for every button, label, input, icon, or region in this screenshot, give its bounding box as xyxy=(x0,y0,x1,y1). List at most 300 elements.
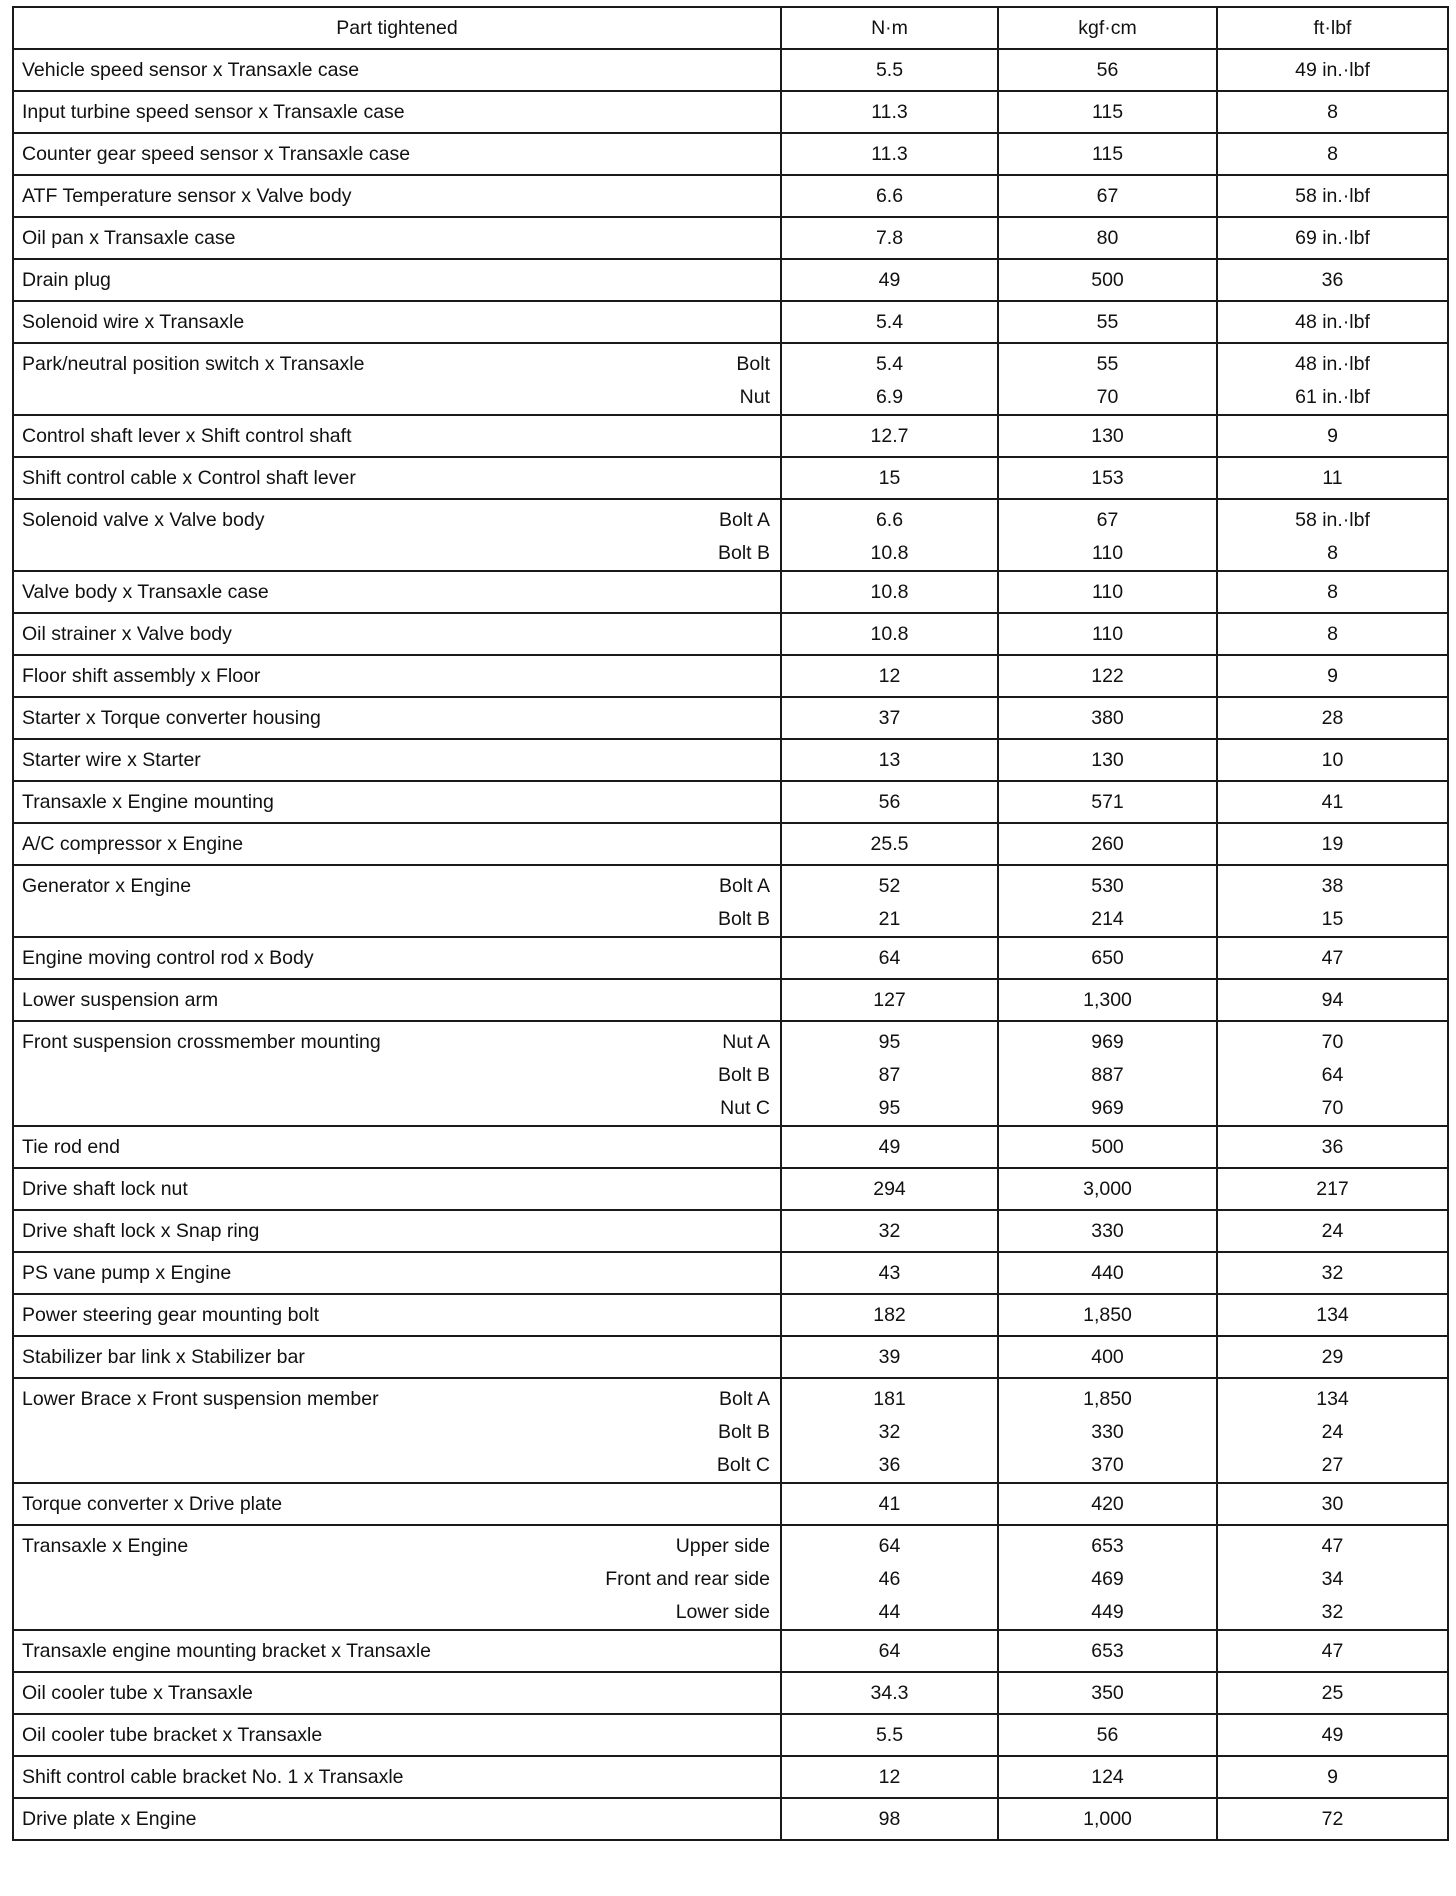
kgf-cm-value-cell xyxy=(998,1672,1217,1714)
kgf-cm-value-cell xyxy=(998,1630,1217,1672)
kgf-cm-value-cell xyxy=(998,571,1217,613)
nm-value: 25.5 xyxy=(870,833,909,855)
kgf-cm-value: 67 xyxy=(1096,185,1119,207)
fastener-label: Bolt A xyxy=(719,875,770,897)
nm-value: 36 xyxy=(878,1454,901,1476)
kgf-cm-value-cell xyxy=(998,415,1217,457)
part-name: Vehicle speed sensor x Transaxle case xyxy=(22,59,360,81)
kgf-cm-value: 122 xyxy=(1091,665,1124,687)
ft-lbf-value-cell xyxy=(1217,1483,1448,1525)
nm-value-cell xyxy=(781,1756,998,1798)
nm-value-cell xyxy=(781,343,998,415)
nm-value: 34.3 xyxy=(870,1682,909,1704)
fastener-labels xyxy=(605,1526,772,1629)
ft-lbf-value: 58 in.·lbf xyxy=(1295,185,1370,207)
part-cell xyxy=(13,655,781,697)
part-name: Tie rod end xyxy=(22,1136,120,1158)
kgf-cm-value: 1,300 xyxy=(1083,989,1132,1011)
part-cell xyxy=(13,499,781,571)
kgf-cm-value: 110 xyxy=(1091,581,1124,603)
ft-lbf-value-cell xyxy=(1217,937,1448,979)
kgf-cm-value: 650 xyxy=(1091,947,1124,969)
nm-value: 5.5 xyxy=(875,1724,904,1746)
fastener-labels xyxy=(718,500,772,570)
table-row xyxy=(13,217,1448,259)
header-kgf-cm: kgf·cm xyxy=(998,7,1217,49)
part-cell xyxy=(13,91,781,133)
kgf-cm-value-cell xyxy=(998,1252,1217,1294)
kgf-cm-value: 214 xyxy=(1091,908,1124,930)
nm-value: 43 xyxy=(878,1262,901,1284)
kgf-cm-value: 653 xyxy=(1091,1640,1124,1662)
fastener-label: Bolt B xyxy=(717,1421,770,1443)
kgf-cm-value: 110 xyxy=(1091,542,1124,564)
kgf-cm-value: 110 xyxy=(1091,623,1124,645)
fastener-label: Nut C xyxy=(720,1097,770,1119)
ft-lbf-value-cell xyxy=(1217,1126,1448,1168)
fastener-label: Nut xyxy=(739,386,770,408)
ft-lbf-value: 47 xyxy=(1321,1535,1344,1557)
ft-lbf-value-cell xyxy=(1217,415,1448,457)
ft-lbf-value: 217 xyxy=(1316,1178,1349,1200)
ft-lbf-value: 72 xyxy=(1321,1808,1344,1830)
nm-value: 12 xyxy=(878,1766,901,1788)
fastener-labels xyxy=(717,1379,772,1482)
ft-lbf-value-cell xyxy=(1217,91,1448,133)
kgf-cm-value-cell xyxy=(998,175,1217,217)
nm-value: 12.7 xyxy=(870,425,909,447)
table-row xyxy=(13,91,1448,133)
nm-value: 11.3 xyxy=(871,101,908,123)
kgf-cm-value-cell xyxy=(998,697,1217,739)
part-name: Valve body x Transaxle case xyxy=(22,581,269,603)
part-name: Transaxle x Engine xyxy=(22,1535,189,1557)
nm-value-cell xyxy=(781,301,998,343)
part-cell xyxy=(13,217,781,259)
ft-lbf-value-cell xyxy=(1217,781,1448,823)
nm-value: 10.8 xyxy=(870,623,909,645)
kgf-cm-value-cell xyxy=(998,613,1217,655)
ft-lbf-value: 70 xyxy=(1321,1097,1344,1119)
part-cell xyxy=(13,457,781,499)
table-row xyxy=(13,457,1448,499)
table-row xyxy=(13,49,1448,91)
nm-value-cell xyxy=(781,1672,998,1714)
part-cell xyxy=(13,133,781,175)
table-row xyxy=(13,415,1448,457)
ft-lbf-value: 38 xyxy=(1321,875,1344,897)
ft-lbf-value-cell xyxy=(1217,739,1448,781)
nm-value: 87 xyxy=(878,1064,901,1086)
ft-lbf-value-cell xyxy=(1217,133,1448,175)
nm-value-cell xyxy=(781,1168,998,1210)
nm-value: 32 xyxy=(878,1421,901,1443)
ft-lbf-value-cell xyxy=(1217,571,1448,613)
table-row xyxy=(13,1294,1448,1336)
kgf-cm-value-cell xyxy=(998,457,1217,499)
nm-value-cell xyxy=(781,823,998,865)
kgf-cm-value-cell xyxy=(998,823,1217,865)
ft-lbf-value-cell xyxy=(1217,217,1448,259)
kgf-cm-value: 124 xyxy=(1091,1766,1124,1788)
nm-value: 39 xyxy=(878,1346,901,1368)
kgf-cm-value: 380 xyxy=(1091,707,1124,729)
nm-value: 56 xyxy=(878,791,901,813)
kgf-cm-value: 469 xyxy=(1091,1568,1124,1590)
nm-value: 52 xyxy=(878,875,901,897)
part-cell xyxy=(13,865,781,937)
part-cell xyxy=(13,1021,781,1126)
ft-lbf-value-cell xyxy=(1217,1378,1448,1483)
kgf-cm-value-cell xyxy=(998,1210,1217,1252)
nm-value: 95 xyxy=(878,1097,901,1119)
kgf-cm-value: 80 xyxy=(1096,227,1119,249)
kgf-cm-value-cell xyxy=(998,865,1217,937)
ft-lbf-value: 32 xyxy=(1321,1262,1344,1284)
nm-value-cell xyxy=(781,1126,998,1168)
nm-value-cell xyxy=(781,457,998,499)
nm-value: 15 xyxy=(878,467,901,489)
part-name: PS vane pump x Engine xyxy=(22,1262,232,1284)
ft-lbf-value: 27 xyxy=(1321,1454,1344,1476)
nm-value: 181 xyxy=(873,1388,906,1410)
header-part-tightened: Part tightened xyxy=(13,7,781,49)
table-row xyxy=(13,133,1448,175)
table-row xyxy=(13,175,1448,217)
kgf-cm-value: 530 xyxy=(1091,875,1124,897)
ft-lbf-value: 49 in.·lbf xyxy=(1295,59,1370,81)
nm-value-cell xyxy=(781,1378,998,1483)
nm-value-cell xyxy=(781,781,998,823)
ft-lbf-value: 36 xyxy=(1321,1136,1344,1158)
part-name: Floor shift assembly x Floor xyxy=(22,665,261,687)
ft-lbf-value-cell xyxy=(1217,1672,1448,1714)
nm-value: 5.4 xyxy=(875,353,904,375)
part-name: Lower suspension arm xyxy=(22,989,219,1011)
part-name: Front suspension crossmember mounting xyxy=(22,1031,381,1053)
fastener-label: Bolt B xyxy=(717,542,770,564)
table-row xyxy=(13,1021,1448,1126)
ft-lbf-value-cell xyxy=(1217,1252,1448,1294)
kgf-cm-value: 370 xyxy=(1091,1454,1124,1476)
nm-value-cell xyxy=(781,1252,998,1294)
torque-spec-table xyxy=(12,6,1449,1841)
part-cell xyxy=(13,1525,781,1630)
kgf-cm-value-cell xyxy=(998,1294,1217,1336)
ft-lbf-value-cell xyxy=(1217,1798,1448,1840)
part-name: Control shaft lever x Shift control shaft xyxy=(22,425,352,447)
kgf-cm-value: 55 xyxy=(1096,311,1119,333)
part-cell xyxy=(13,1756,781,1798)
kgf-cm-value-cell xyxy=(998,1021,1217,1126)
part-name: Lower Brace x Front suspension member xyxy=(22,1388,379,1410)
kgf-cm-value-cell xyxy=(998,781,1217,823)
nm-value-cell xyxy=(781,49,998,91)
nm-value-cell xyxy=(781,175,998,217)
nm-value: 7.8 xyxy=(875,227,904,249)
kgf-cm-value-cell xyxy=(998,259,1217,301)
ft-lbf-value: 64 xyxy=(1321,1064,1344,1086)
ft-lbf-value: 134 xyxy=(1316,1388,1349,1410)
part-cell xyxy=(13,1714,781,1756)
part-name: Torque converter x Drive plate xyxy=(22,1493,283,1515)
kgf-cm-value: 56 xyxy=(1096,59,1119,81)
ft-lbf-value-cell xyxy=(1217,175,1448,217)
part-name: A/C compressor x Engine xyxy=(22,833,244,855)
nm-value-cell xyxy=(781,217,998,259)
nm-value-cell xyxy=(781,259,998,301)
kgf-cm-value-cell xyxy=(998,655,1217,697)
kgf-cm-value-cell xyxy=(998,133,1217,175)
kgf-cm-value: 56 xyxy=(1096,1724,1119,1746)
part-cell xyxy=(13,739,781,781)
part-name: Engine moving control rod x Body xyxy=(22,947,314,969)
table-row xyxy=(13,1714,1448,1756)
nm-value: 64 xyxy=(878,947,901,969)
nm-value-cell xyxy=(781,655,998,697)
nm-value-cell xyxy=(781,499,998,571)
fastener-label: Upper side xyxy=(675,1535,770,1557)
ft-lbf-value: 9 xyxy=(1327,665,1338,687)
part-cell xyxy=(13,823,781,865)
fastener-label: Bolt B xyxy=(717,1064,770,1086)
nm-value-cell xyxy=(781,1336,998,1378)
fastener-labels xyxy=(718,1022,772,1125)
nm-value: 32 xyxy=(878,1220,901,1242)
kgf-cm-value: 500 xyxy=(1091,1136,1124,1158)
kgf-cm-value: 115 xyxy=(1091,143,1124,165)
table-row xyxy=(13,499,1448,571)
ft-lbf-value: 8 xyxy=(1327,101,1338,123)
part-name: Shift control cable bracket No. 1 x Transaxle xyxy=(22,1766,404,1788)
ft-lbf-value: 47 xyxy=(1321,947,1344,969)
kgf-cm-value-cell xyxy=(998,1798,1217,1840)
kgf-cm-value-cell xyxy=(998,91,1217,133)
nm-value: 182 xyxy=(873,1304,906,1326)
table-row xyxy=(13,1798,1448,1840)
ft-lbf-value: 69 in.·lbf xyxy=(1295,227,1370,249)
nm-value: 127 xyxy=(873,989,906,1011)
ft-lbf-value: 134 xyxy=(1316,1304,1349,1326)
table-row xyxy=(13,1756,1448,1798)
ft-lbf-value-cell xyxy=(1217,655,1448,697)
part-cell xyxy=(13,1378,781,1483)
ft-lbf-value: 34 xyxy=(1321,1568,1344,1590)
part-cell xyxy=(13,979,781,1021)
kgf-cm-value: 969 xyxy=(1091,1031,1124,1053)
part-cell xyxy=(13,49,781,91)
fastener-label: Bolt C xyxy=(716,1454,770,1476)
part-name: Oil pan x Transaxle case xyxy=(22,227,236,249)
part-cell xyxy=(13,415,781,457)
kgf-cm-value: 70 xyxy=(1096,386,1119,408)
table-row xyxy=(13,823,1448,865)
kgf-cm-value: 969 xyxy=(1091,1097,1124,1119)
nm-value-cell xyxy=(781,1714,998,1756)
part-cell xyxy=(13,1294,781,1336)
ft-lbf-value-cell xyxy=(1217,499,1448,571)
ft-lbf-value-cell xyxy=(1217,613,1448,655)
nm-value: 64 xyxy=(878,1535,901,1557)
part-cell xyxy=(13,1672,781,1714)
part-cell xyxy=(13,571,781,613)
table-row xyxy=(13,1483,1448,1525)
ft-lbf-value: 25 xyxy=(1321,1682,1344,1704)
kgf-cm-value-cell xyxy=(998,1126,1217,1168)
ft-lbf-value: 48 in.·lbf xyxy=(1295,353,1370,375)
part-name: Oil cooler tube x Transaxle xyxy=(22,1682,253,1704)
kgf-cm-value: 1,000 xyxy=(1083,1808,1132,1830)
ft-lbf-value: 10 xyxy=(1321,749,1344,771)
kgf-cm-value-cell xyxy=(998,1168,1217,1210)
table-row xyxy=(13,655,1448,697)
kgf-cm-value: 887 xyxy=(1091,1064,1124,1086)
kgf-cm-value-cell xyxy=(998,343,1217,415)
fastener-label: Bolt A xyxy=(719,1388,770,1410)
ft-lbf-value: 61 in.·lbf xyxy=(1295,386,1370,408)
ft-lbf-value: 8 xyxy=(1327,143,1338,165)
nm-value: 12 xyxy=(878,665,901,687)
part-cell xyxy=(13,1798,781,1840)
part-name: Drive plate x Engine xyxy=(22,1808,197,1830)
kgf-cm-value: 500 xyxy=(1091,269,1124,291)
ft-lbf-value: 49 xyxy=(1321,1724,1344,1746)
ft-lbf-value: 41 xyxy=(1321,791,1344,813)
ft-lbf-value: 30 xyxy=(1321,1493,1344,1515)
nm-value: 49 xyxy=(878,269,901,291)
part-name: Drain plug xyxy=(22,269,111,291)
nm-value: 64 xyxy=(878,1640,901,1662)
nm-value-cell xyxy=(781,613,998,655)
nm-value-cell xyxy=(781,133,998,175)
nm-value: 10.8 xyxy=(870,542,909,564)
part-name: Stabilizer bar link x Stabilizer bar xyxy=(22,1346,305,1368)
nm-value-cell xyxy=(781,697,998,739)
part-cell xyxy=(13,697,781,739)
kgf-cm-value-cell xyxy=(998,1483,1217,1525)
fastener-labels xyxy=(736,344,772,414)
table-row xyxy=(13,343,1448,415)
ft-lbf-value-cell xyxy=(1217,865,1448,937)
ft-lbf-value-cell xyxy=(1217,1630,1448,1672)
ft-lbf-value: 29 xyxy=(1321,1346,1344,1368)
table-row xyxy=(13,1168,1448,1210)
header-nm: N·m xyxy=(781,7,998,49)
table-row xyxy=(13,697,1448,739)
kgf-cm-value: 3,000 xyxy=(1083,1178,1132,1200)
fastener-label: Front and rear side xyxy=(605,1568,770,1590)
fastener-label: Nut A xyxy=(722,1031,770,1053)
table-row xyxy=(13,571,1448,613)
part-name: Transaxle x Engine mounting xyxy=(22,791,274,813)
part-cell xyxy=(13,301,781,343)
ft-lbf-value-cell xyxy=(1217,1525,1448,1630)
kgf-cm-value-cell xyxy=(998,49,1217,91)
kgf-cm-value: 115 xyxy=(1091,101,1124,123)
ft-lbf-value-cell xyxy=(1217,1756,1448,1798)
nm-value-cell xyxy=(781,91,998,133)
kgf-cm-value-cell xyxy=(998,937,1217,979)
part-name: Starter wire x Starter xyxy=(22,749,201,771)
ft-lbf-value: 32 xyxy=(1321,1601,1344,1623)
kgf-cm-value: 400 xyxy=(1091,1346,1124,1368)
fastener-labels xyxy=(718,866,772,936)
kgf-cm-value: 130 xyxy=(1091,749,1124,771)
ft-lbf-value-cell xyxy=(1217,1336,1448,1378)
part-cell xyxy=(13,343,781,415)
ft-lbf-value-cell xyxy=(1217,697,1448,739)
nm-value: 37 xyxy=(878,707,901,729)
kgf-cm-value: 420 xyxy=(1091,1493,1124,1515)
ft-lbf-value: 8 xyxy=(1327,581,1338,603)
header-ft-lbf: ft·lbf xyxy=(1217,7,1448,49)
nm-value: 98 xyxy=(878,1808,901,1830)
nm-value-cell xyxy=(781,1630,998,1672)
kgf-cm-value: 1,850 xyxy=(1083,1388,1132,1410)
ft-lbf-value: 48 in.·lbf xyxy=(1295,311,1370,333)
part-name: Solenoid valve x Valve body xyxy=(22,509,265,531)
nm-value-cell xyxy=(781,1798,998,1840)
table-row xyxy=(13,1672,1448,1714)
table-row xyxy=(13,1336,1448,1378)
ft-lbf-value-cell xyxy=(1217,1294,1448,1336)
kgf-cm-value: 330 xyxy=(1091,1220,1124,1242)
table-row xyxy=(13,937,1448,979)
nm-value-cell xyxy=(781,739,998,781)
nm-value: 49 xyxy=(878,1136,901,1158)
ft-lbf-value: 8 xyxy=(1327,542,1338,564)
kgf-cm-value-cell xyxy=(998,979,1217,1021)
nm-value-cell xyxy=(781,937,998,979)
part-cell xyxy=(13,613,781,655)
part-name: Power steering gear mounting bolt xyxy=(22,1304,320,1326)
nm-value-cell xyxy=(781,1021,998,1126)
ft-lbf-value-cell xyxy=(1217,1714,1448,1756)
ft-lbf-value: 9 xyxy=(1327,425,1338,447)
ft-lbf-value: 24 xyxy=(1321,1421,1344,1443)
nm-value: 10.8 xyxy=(870,581,909,603)
ft-lbf-value-cell xyxy=(1217,343,1448,415)
ft-lbf-value: 24 xyxy=(1321,1220,1344,1242)
ft-lbf-value-cell xyxy=(1217,457,1448,499)
part-cell xyxy=(13,1168,781,1210)
nm-value: 6.6 xyxy=(875,509,904,531)
kgf-cm-value-cell xyxy=(998,1525,1217,1630)
ft-lbf-value: 58 in.·lbf xyxy=(1295,509,1370,531)
table-row xyxy=(13,613,1448,655)
kgf-cm-value-cell xyxy=(998,1336,1217,1378)
ft-lbf-value-cell xyxy=(1217,1210,1448,1252)
ft-lbf-value: 36 xyxy=(1321,269,1344,291)
nm-value-cell xyxy=(781,1525,998,1630)
ft-lbf-value: 9 xyxy=(1327,1766,1338,1788)
part-name: Oil cooler tube bracket x Transaxle xyxy=(22,1724,323,1746)
header-row xyxy=(13,7,1448,49)
fastener-label: Bolt B xyxy=(717,908,770,930)
table-row xyxy=(13,259,1448,301)
ft-lbf-value: 28 xyxy=(1321,707,1344,729)
kgf-cm-value: 153 xyxy=(1091,467,1124,489)
kgf-cm-value: 350 xyxy=(1091,1682,1124,1704)
part-cell xyxy=(13,1126,781,1168)
nm-value: 11.3 xyxy=(871,143,908,165)
table-row xyxy=(13,739,1448,781)
table-row xyxy=(13,1210,1448,1252)
part-name: Transaxle engine mounting bracket x Transaxle xyxy=(22,1640,431,1662)
part-name: Drive shaft lock x Snap ring xyxy=(22,1220,260,1242)
nm-value-cell xyxy=(781,571,998,613)
table-row xyxy=(13,1630,1448,1672)
